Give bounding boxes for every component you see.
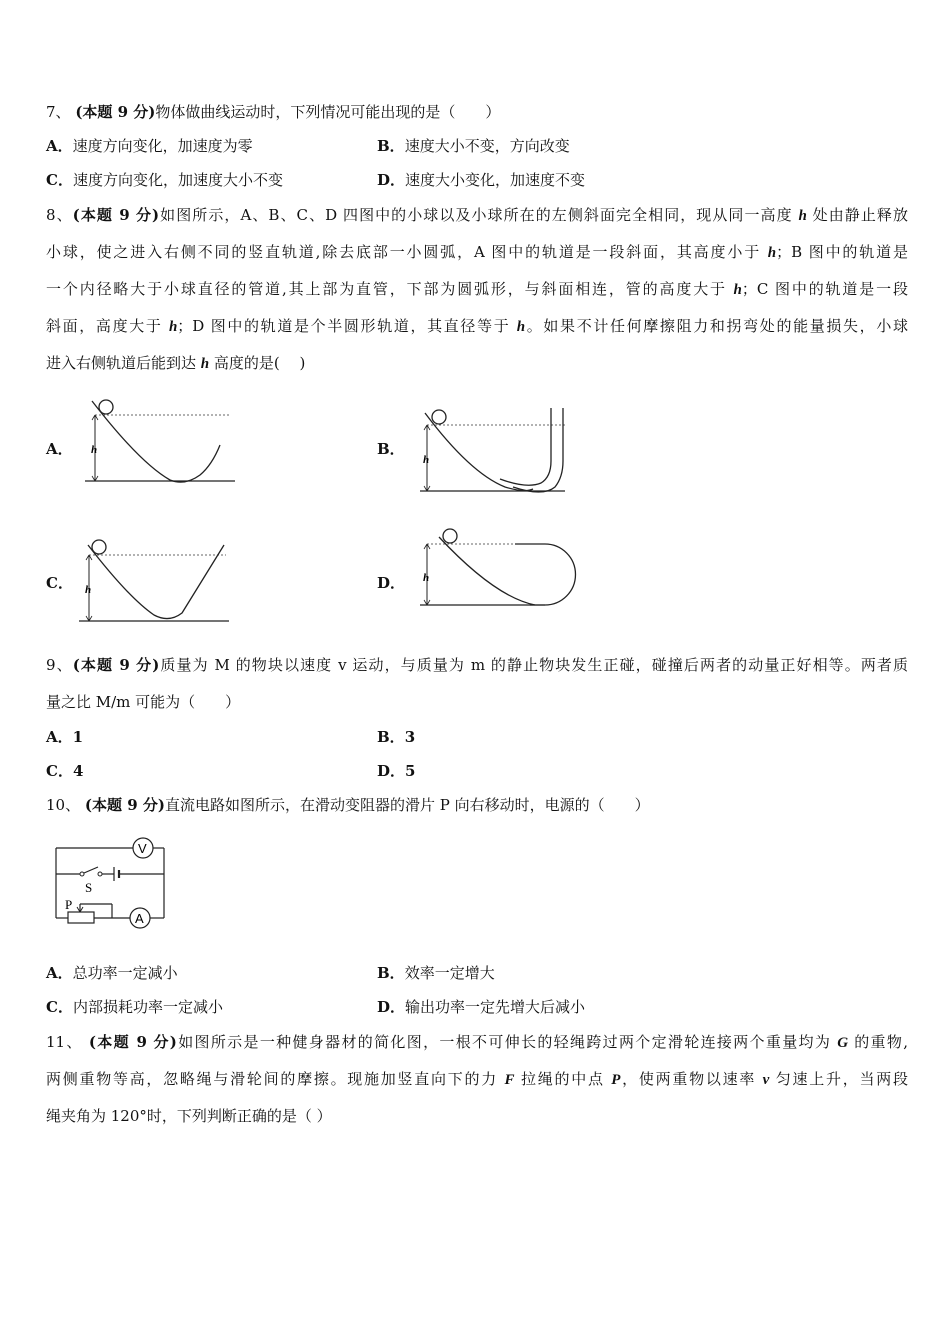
q11-stem-line-1: 11、 (本题 9 分)如图所示是一种健身器材的简化图，一根不可伸长的轻绳跨过两个定滑轮连接两个重量均为 G 的重物, — [46, 1033, 908, 1051]
q10-option-c: C．内部损耗功率一定减小 — [46, 998, 223, 1016]
q8-figure-c-h-label: h — [85, 584, 92, 596]
q9-option-b: B．3 — [377, 728, 416, 746]
q7-stem: 7、 (本题 9 分)物体做曲线运动时，下列情况可能出现的是（ ） — [46, 103, 501, 121]
q10-ammeter-label: A — [135, 911, 144, 926]
q7-option-a: A．速度方向变化，加速度为零 — [46, 137, 253, 155]
q11-stem-line-3: 绳夹角为 120°时，下列判断正确的是（ ） — [46, 1107, 332, 1125]
q10-slider-label: P — [65, 897, 73, 912]
q8-figure-c — [74, 533, 234, 628]
q9-option-c: C．4 — [46, 762, 84, 780]
q8-label-a: A． — [46, 440, 73, 458]
q8-label-d: D． — [377, 574, 406, 592]
q8-stem-line-2: 小球，使之进入右侧不同的竖直轨道,除去底部一小圆弧，A 图中的轨道是一段斜面，其高度小于 h；B 图中的轨道是 — [46, 243, 908, 261]
q8-stem-line-4: 斜面，高度大于 h；D 图中的轨道是个半圆形轨道，其直径等于 h。如果不计任何摩擦阻力和拐弯处的能量损失，小球 — [46, 317, 908, 335]
q7-option-d: D．速度大小变化，加速度不变 — [377, 171, 586, 189]
q7-option-c: C．速度方向变化，加速度大小不变 — [46, 171, 283, 189]
q10-option-a: A．总功率一定减小 — [46, 964, 178, 982]
q11-stem-line-2: 两侧重物等高，忽略绳与滑轮间的摩擦。现施加竖直向下的力 F 拉绳的中点 P，使两重物以速率 v 匀速上升，当两段 — [46, 1070, 908, 1088]
q9-stem-line-1: 9、(本题 9 分)质量为 M 的物块以速度 v 运动，与质量为 m 的静止物块发生正碰，碰撞后两者的动量正好相等。两者质 — [46, 656, 909, 674]
q8-figure-b-h-label: h — [423, 454, 430, 466]
q9-stem-line-2: 量之比 M/m 可能为（ ） — [46, 693, 241, 711]
q10-circuit-diagram — [50, 832, 170, 930]
q8-label-b: B． — [377, 440, 405, 458]
q8-figure-b — [415, 403, 575, 498]
q10-option-d: D．输出功率一定先增大后减小 — [377, 998, 586, 1016]
q8-stem-line-1: 8、(本题 9 分)如图所示，A、B、C、D 四图中的小球以及小球所在的左侧斜面完全相同，现从同一高度 h 处由静止释放 — [46, 206, 908, 224]
q10-option-b: B．效率一定增大 — [377, 964, 495, 982]
q8-figure-d-h-label: h — [423, 572, 430, 584]
q10-voltmeter-label: V — [138, 841, 147, 856]
q7-option-b: B．速度大小不变，方向改变 — [377, 137, 570, 155]
q10-stem: 10、 (本题 9 分)直流电路如图所示，在滑动变阻器的滑片 P 向右移动时，电源的（ ） — [46, 796, 650, 814]
q8-figure-a-h-label: h — [91, 444, 98, 456]
q8-figure-d — [415, 527, 580, 612]
q8-stem-line-5: 进入右侧轨道后能到达 h 高度的是( ) — [46, 354, 306, 372]
q10-switch-label: S — [85, 880, 93, 895]
q9-option-d: D．5 — [377, 762, 416, 780]
q8-stem-line-3: 一个内径略大于小球直径的管道,其上部为直管，下部为圆弧形，与斜面相连，管的高度大于 h；C 图中的轨道是一段 — [46, 280, 908, 298]
q9-option-a: A．1 — [46, 728, 84, 746]
q8-label-c: C． — [46, 574, 73, 592]
q8-figure-a — [80, 393, 240, 488]
